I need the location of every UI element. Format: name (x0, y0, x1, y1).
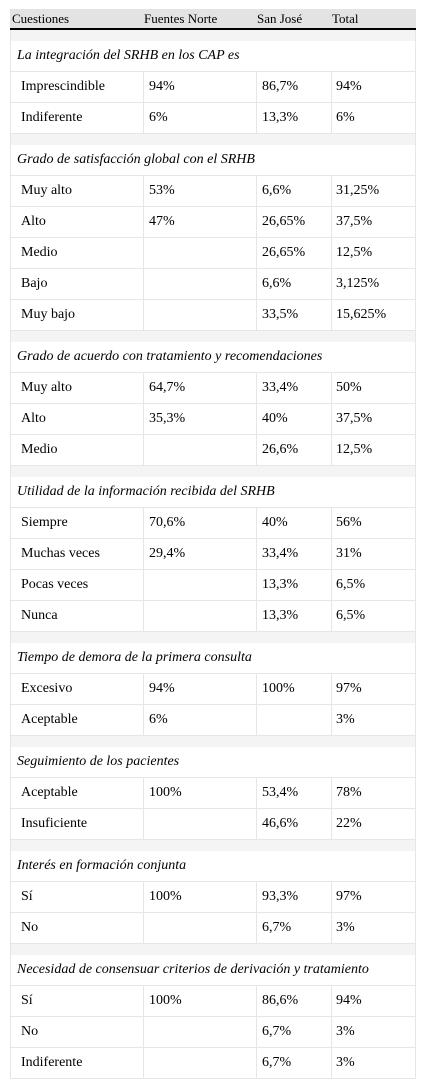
cell-cuestion: Alto (21, 214, 46, 229)
column-divider (256, 601, 257, 631)
cell-san-jose: 46,6% (262, 816, 299, 831)
cell-san-jose: 33,4% (262, 546, 299, 561)
cell-total: 12,5% (336, 442, 373, 457)
cell-san-jose: 53,4% (262, 785, 299, 800)
cell-san-jose: 100% (262, 681, 295, 696)
cell-san-jose: 33,5% (262, 307, 299, 322)
cell-cuestion: Excesivo (21, 681, 73, 696)
column-divider (331, 674, 332, 704)
cell-total: 97% (336, 889, 362, 904)
section-gap (10, 840, 416, 851)
column-divider (256, 913, 257, 943)
cell-cuestion: Siempre (21, 515, 68, 530)
cell-cuestion: Aceptable (21, 712, 78, 727)
column-divider (256, 176, 257, 206)
column-divider (143, 778, 144, 808)
cell-total: 6,5% (336, 577, 366, 592)
column-divider (331, 238, 332, 268)
cell-cuestion: Muchas veces (21, 546, 100, 561)
cell-total: 3% (336, 712, 355, 727)
column-divider (331, 1048, 332, 1078)
column-divider (256, 705, 257, 735)
table-row (10, 809, 416, 840)
cell-san-jose: 6,6% (262, 276, 292, 291)
section-title: Necesidad de consensuar criterios de derivación y tratamiento (10, 955, 416, 986)
column-divider (143, 269, 144, 299)
cell-san-jose: 26,65% (262, 214, 306, 229)
section-title: Utilidad de la información recibida del SRHB (10, 477, 416, 508)
cell-cuestion: Sí (21, 889, 33, 904)
cell-fuentes-norte: 100% (149, 993, 182, 1008)
column-divider (256, 809, 257, 839)
column-divider (256, 207, 257, 237)
cell-cuestion: Insuficiente (21, 816, 88, 831)
table-row (10, 882, 416, 913)
table-row (10, 601, 416, 632)
section-title: Seguimiento de los pacientes (10, 747, 416, 778)
column-divider (256, 508, 257, 538)
column-divider (143, 570, 144, 600)
cell-fuentes-norte: 94% (149, 79, 175, 94)
cell-fuentes-norte: 70,6% (149, 515, 186, 530)
column-divider (331, 404, 332, 434)
section-gap (10, 466, 416, 477)
column-divider (256, 674, 257, 704)
column-divider (143, 913, 144, 943)
cell-fuentes-norte: 100% (149, 785, 182, 800)
column-divider (331, 778, 332, 808)
table-row (10, 435, 416, 466)
column-divider (143, 435, 144, 465)
column-divider (331, 986, 332, 1016)
table-row (10, 674, 416, 705)
column-divider (331, 176, 332, 206)
section-gap (10, 134, 416, 145)
table-row (10, 1048, 416, 1079)
table-row (10, 176, 416, 207)
cell-san-jose: 13,3% (262, 110, 299, 125)
column-divider (256, 882, 257, 912)
cell-cuestion: Nunca (21, 608, 58, 623)
section-gap (10, 30, 416, 41)
column-divider (256, 72, 257, 102)
cell-total: 31,25% (336, 183, 380, 198)
column-divider (256, 404, 257, 434)
cell-cuestion: Muy alto (21, 380, 72, 395)
column-divider (331, 103, 332, 133)
cell-cuestion: Muy bajo (21, 307, 76, 322)
column-divider (143, 539, 144, 569)
column-divider (331, 72, 332, 102)
table-row (10, 913, 416, 944)
header-total: Total (332, 11, 359, 26)
table-body (10, 30, 416, 1079)
column-divider (143, 300, 144, 330)
column-divider (331, 913, 332, 943)
cell-cuestion: Pocas veces (21, 577, 89, 592)
column-divider (256, 269, 257, 299)
cell-fuentes-norte: 6% (149, 110, 168, 125)
cell-total: 31% (336, 546, 362, 561)
column-divider (331, 570, 332, 600)
cell-san-jose: 86,6% (262, 993, 299, 1008)
column-divider (331, 601, 332, 631)
column-divider (143, 882, 144, 912)
column-divider (256, 986, 257, 1016)
column-divider (331, 508, 332, 538)
cell-total: 78% (336, 785, 362, 800)
column-divider (331, 539, 332, 569)
section-gap (10, 944, 416, 955)
cell-san-jose: 40% (262, 411, 288, 426)
column-divider (143, 508, 144, 538)
cell-san-jose: 40% (262, 515, 288, 530)
cell-total: 3% (336, 1055, 355, 1070)
cell-cuestion: No (21, 920, 39, 935)
cell-fuentes-norte: 53% (149, 183, 175, 198)
section-title: Tiempo de demora de la primera consulta (10, 643, 416, 674)
header-san-jose: San José (257, 11, 303, 26)
section-gap (10, 632, 416, 643)
section-title: La integración del SRHB en los CAP es (10, 41, 416, 72)
column-divider (331, 1017, 332, 1047)
column-divider (143, 674, 144, 704)
table-row (10, 705, 416, 736)
column-divider (331, 705, 332, 735)
table-row (10, 508, 416, 539)
column-divider (143, 986, 144, 1016)
table-row (10, 373, 416, 404)
column-divider (256, 1017, 257, 1047)
cell-total: 56% (336, 515, 362, 530)
table-row (10, 300, 416, 331)
table-row (10, 1017, 416, 1048)
cell-san-jose: 6,7% (262, 1024, 292, 1039)
cell-san-jose: 13,3% (262, 608, 299, 623)
table-row (10, 986, 416, 1017)
cell-fuentes-norte: 6% (149, 712, 168, 727)
cell-total: 50% (336, 380, 362, 395)
table-row (10, 570, 416, 601)
column-divider (143, 1017, 144, 1047)
cell-cuestion: Alto (21, 411, 46, 426)
column-divider (143, 601, 144, 631)
cell-cuestion: Medio (21, 442, 58, 457)
table-row (10, 72, 416, 103)
cell-fuentes-norte: 64,7% (149, 380, 186, 395)
cell-total: 3,125% (336, 276, 380, 291)
column-divider (256, 238, 257, 268)
cell-fuentes-norte: 35,3% (149, 411, 186, 426)
column-divider (331, 809, 332, 839)
cell-cuestion: Indiferente (21, 1055, 83, 1070)
table-row (10, 238, 416, 269)
survey-table (10, 9, 416, 1079)
cell-total: 3% (336, 1024, 355, 1039)
table-row (10, 269, 416, 300)
cell-cuestion: Bajo (21, 276, 48, 291)
cell-fuentes-norte: 100% (149, 889, 182, 904)
cell-san-jose: 33,4% (262, 380, 299, 395)
header-fuentes-norte: Fuentes Norte (144, 11, 218, 26)
column-divider (143, 404, 144, 434)
section-gap (10, 331, 416, 342)
cell-san-jose: 26,65% (262, 245, 306, 260)
cell-fuentes-norte: 29,4% (149, 546, 186, 561)
cell-cuestion: Indiferente (21, 110, 83, 125)
header-cuestiones: Cuestiones (12, 11, 70, 26)
column-divider (331, 373, 332, 403)
column-divider (143, 705, 144, 735)
column-divider (143, 72, 144, 102)
cell-total: 94% (336, 79, 362, 94)
column-divider (256, 570, 257, 600)
column-divider (143, 373, 144, 403)
table-row (10, 778, 416, 809)
cell-fuentes-norte: 94% (149, 681, 175, 696)
cell-san-jose: 26,6% (262, 442, 299, 457)
table-row (10, 207, 416, 238)
cell-cuestion: Muy alto (21, 183, 72, 198)
cell-total: 97% (336, 681, 362, 696)
column-divider (331, 435, 332, 465)
table-header-row (10, 9, 416, 30)
column-divider (143, 809, 144, 839)
column-divider (256, 539, 257, 569)
cell-total: 94% (336, 993, 362, 1008)
column-divider (256, 103, 257, 133)
column-divider (331, 882, 332, 912)
section-title: Interés en formación conjunta (10, 851, 416, 882)
cell-san-jose: 6,7% (262, 920, 292, 935)
cell-cuestion: Medio (21, 245, 58, 260)
cell-total: 15,625% (336, 307, 387, 322)
cell-san-jose: 13,3% (262, 577, 299, 592)
column-divider (143, 1048, 144, 1078)
table-row (10, 539, 416, 570)
cell-san-jose: 86,7% (262, 79, 299, 94)
cell-cuestion: Imprescindible (21, 79, 105, 94)
cell-total: 6,5% (336, 608, 366, 623)
cell-cuestion: Sí (21, 993, 33, 1008)
column-divider (143, 103, 144, 133)
column-divider (143, 207, 144, 237)
section-title: Grado de acuerdo con tratamiento y recomendaciones (10, 342, 416, 373)
cell-total: 37,5% (336, 411, 373, 426)
column-divider (331, 269, 332, 299)
column-divider (143, 176, 144, 206)
cell-fuentes-norte: 47% (149, 214, 175, 229)
table-row (10, 103, 416, 134)
column-divider (143, 238, 144, 268)
column-divider (256, 300, 257, 330)
cell-total: 12,5% (336, 245, 373, 260)
cell-total: 6% (336, 110, 355, 125)
cell-total: 37,5% (336, 214, 373, 229)
column-divider (331, 300, 332, 330)
cell-san-jose: 6,7% (262, 1055, 292, 1070)
column-divider (331, 207, 332, 237)
section-title: Grado de satisfacción global con el SRHB (10, 145, 416, 176)
cell-cuestion: Aceptable (21, 785, 78, 800)
cell-san-jose: 6,6% (262, 183, 292, 198)
section-gap (10, 736, 416, 747)
cell-total: 3% (336, 920, 355, 935)
cell-san-jose: 93,3% (262, 889, 299, 904)
table-row (10, 404, 416, 435)
column-divider (256, 435, 257, 465)
cell-total: 22% (336, 816, 362, 831)
cell-cuestion: No (21, 1024, 39, 1039)
column-divider (256, 1048, 257, 1078)
column-divider (256, 778, 257, 808)
column-divider (256, 373, 257, 403)
